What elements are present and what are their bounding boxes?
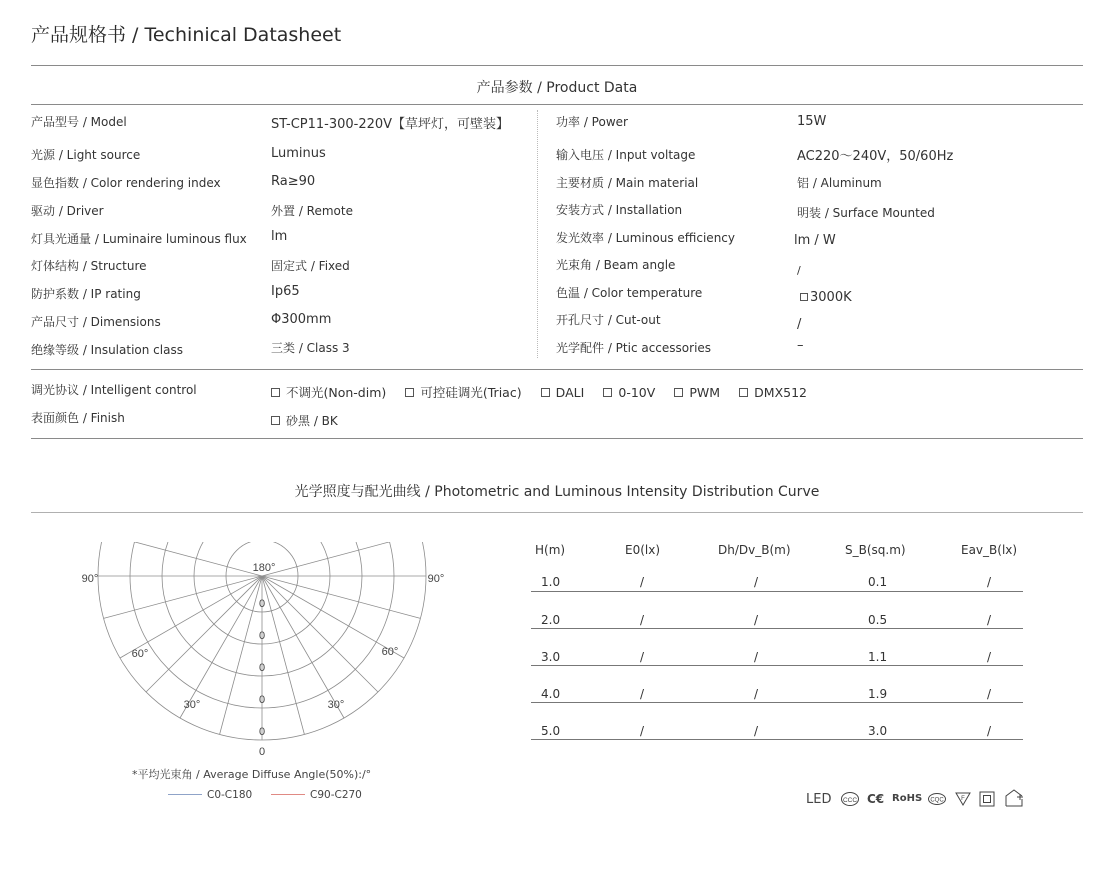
table-row-rule xyxy=(531,665,1023,666)
table-cell: / xyxy=(640,650,645,664)
table-cell: 1.9 xyxy=(868,687,888,701)
polar-angle-left-90: 90° xyxy=(81,573,99,585)
checkbox-icon xyxy=(541,388,550,397)
spec-value-ip-rating: Ip65 xyxy=(271,284,300,299)
polar-intensity-diagram xyxy=(70,530,460,770)
table-header: S_B(sq.m) xyxy=(845,543,906,557)
f-mark-icon xyxy=(955,792,971,806)
finish-label: 表面颜色 / Finish xyxy=(31,411,125,425)
table-cell: / xyxy=(754,687,759,701)
spec-label-power: 功率 / Power xyxy=(556,115,628,129)
spec-value-luminous-flux: lm xyxy=(271,229,288,244)
spec-label-dimensions: 产品尺寸 / Dimensions xyxy=(31,315,161,329)
control-label: 调光协议 / Intelligent control xyxy=(31,383,197,397)
spec-label-beam-angle: 光束角 / Beam angle xyxy=(556,258,676,272)
house-protection-icon xyxy=(1003,788,1025,808)
top-divider xyxy=(31,65,1083,66)
polar-ring-label: 0 xyxy=(258,662,266,674)
table-cell: / xyxy=(640,613,645,627)
checkbox-icon xyxy=(674,388,683,397)
table-cell: 3.0 xyxy=(868,724,888,738)
legend-swatch-c90 xyxy=(271,794,305,795)
section-end-divider xyxy=(31,438,1083,439)
table-cell: / xyxy=(754,613,759,627)
polar-ring-label: 0 xyxy=(258,630,266,642)
product-data-divider xyxy=(31,104,1083,105)
polar-angle-180: 180° xyxy=(252,562,276,574)
table-cell: / xyxy=(640,687,645,701)
finish-option-label: 砂黑 / BK xyxy=(286,414,338,428)
spec-value-structure: 固定式 / Fixed xyxy=(271,259,350,273)
polar-ring-label: 0 xyxy=(258,746,266,758)
class2-square-icon xyxy=(979,791,995,807)
table-header: Dh/Dv_B(m) xyxy=(718,543,791,557)
cqc-mark-icon xyxy=(927,792,947,806)
control-options xyxy=(271,382,821,401)
polar-spoke xyxy=(262,534,420,576)
checkbox-icon xyxy=(603,388,612,397)
table-cell: / xyxy=(987,613,992,627)
control-option-label: 可控硅调光(Triac) xyxy=(420,385,522,400)
table-cell: 3.0 xyxy=(541,650,561,664)
spec-value-insulation: 三类 / Class 3 xyxy=(271,341,350,355)
polar-ring-label: 0 xyxy=(258,598,266,610)
spec-label-ip-rating: 防护系数 / IP rating xyxy=(31,287,141,301)
polar-spoke xyxy=(262,576,420,618)
table-cell: 1.1 xyxy=(868,650,888,664)
spec-value-dimensions: Φ300mm xyxy=(271,312,332,327)
spec-label-luminous-efficiency: 发光效率 / Luminous efficiency xyxy=(556,231,735,245)
control-option-label: 0-10V xyxy=(618,385,656,400)
table-header: E0(lx) xyxy=(625,543,661,557)
checkbox-icon xyxy=(271,388,280,397)
legend-label-c90: C90-C270 xyxy=(310,789,362,801)
spec-label-cri: 显色指数 / Color rendering index xyxy=(31,176,221,190)
spec-label-installation: 安装方式 / Installation xyxy=(556,203,683,217)
spec-value-driver: 外置 / Remote xyxy=(271,204,353,218)
legend-label-c0: C0-C180 xyxy=(207,789,253,801)
table-header: Eav_B(lx) xyxy=(961,543,1018,557)
table-row-rule xyxy=(531,628,1023,629)
spec-value-input-voltage: AC220～240V，50/60Hz xyxy=(797,149,954,164)
polar-spoke xyxy=(262,576,304,734)
polar-angle-right-60: 60° xyxy=(381,646,399,658)
polar-caption: *平均光束角 / Average Diffuse Angle(50%):/° xyxy=(132,768,372,781)
spec-value-optic-accessories: – xyxy=(797,338,804,353)
svg-text:CQC: CQC xyxy=(930,797,944,804)
polar-ring-label: 0 xyxy=(258,694,266,706)
table-cell: / xyxy=(754,650,759,664)
spec-value-cri: Ra≥90 xyxy=(271,174,316,189)
polar-angle-left-30: 30° xyxy=(183,699,201,711)
spec-value-cut-out: / xyxy=(797,317,802,332)
spec-label-main-material: 主要材质 / Main material xyxy=(556,176,699,190)
checkbox-icon xyxy=(405,388,414,397)
table-cell: 2.0 xyxy=(541,613,561,627)
table-cell: / xyxy=(987,687,992,701)
led-label: LED xyxy=(806,792,832,807)
spec-value-beam-angle: / xyxy=(797,264,801,277)
polar-angle-left-60: 60° xyxy=(131,648,149,660)
table-cell: 0.1 xyxy=(868,575,888,589)
spec-value-color-temperature xyxy=(800,290,852,305)
spec-label-insulation: 绝缘等级 / Insulation class xyxy=(31,343,183,357)
ccc-mark-icon xyxy=(840,791,860,807)
photometric-divider xyxy=(31,512,1083,513)
table-cell: 1.0 xyxy=(541,575,561,589)
polar-spoke xyxy=(262,576,344,718)
polar-spoke xyxy=(180,576,262,718)
table-row-rule xyxy=(531,702,1023,703)
control-option-label: DMX512 xyxy=(754,385,808,400)
color-temperature-text: 3000K xyxy=(810,290,852,305)
legend-swatch-c0 xyxy=(168,794,202,795)
table-cell: / xyxy=(987,724,992,738)
checkbox-icon xyxy=(739,388,748,397)
polar-ring-label: 0 xyxy=(258,726,266,738)
control-divider xyxy=(31,369,1083,370)
spec-value-model: ST-CP11-300-220V【草坪灯，可壁装】 xyxy=(271,117,510,132)
table-cell: 5.0 xyxy=(541,724,561,738)
photometric-heading: 光学照度与配光曲线 / Photometric and Luminous Intensity Distribution Curve xyxy=(294,484,820,500)
page-title: 产品规格书 / Techinical Datasheet xyxy=(31,24,342,46)
spec-label-driver: 驱动 / Driver xyxy=(31,204,104,218)
ce-mark-icon: C€ xyxy=(867,792,885,806)
product-data-heading: 产品参数 / Product Data xyxy=(476,80,638,96)
finish-option-bk[interactable] xyxy=(271,412,338,429)
polar-angle-right-30: 30° xyxy=(327,699,345,711)
spec-label-model: 产品型号 / Model xyxy=(31,115,127,129)
polar-spoke xyxy=(104,534,262,576)
control-option-0-10v[interactable] xyxy=(603,385,655,400)
table-cell: / xyxy=(987,650,992,664)
table-row-rule xyxy=(531,739,1023,740)
rohs-mark-icon: RoHS xyxy=(892,793,923,804)
spec-value-main-material: 铝 / Aluminum xyxy=(797,176,882,190)
spec-label-structure: 灯体结构 / Structure xyxy=(31,259,147,273)
spec-label-optic-accessories: 光学配件 / Ptic accessories xyxy=(556,341,712,355)
control-option-non-dim[interactable] xyxy=(271,383,386,401)
control-option-triac[interactable] xyxy=(405,383,521,401)
control-option-pwm[interactable] xyxy=(674,385,720,400)
table-header: H(m) xyxy=(535,543,566,557)
finish-options xyxy=(271,410,352,429)
table-cell: 4.0 xyxy=(541,687,561,701)
spec-value-light-source: Luminus xyxy=(271,146,326,161)
spec-label-light-source: 光源 / Light source xyxy=(31,148,141,162)
table-cell: 0.5 xyxy=(868,613,888,627)
control-option-label: DALI xyxy=(555,385,585,400)
table-cell: / xyxy=(640,575,645,589)
table-row-rule xyxy=(531,591,1023,592)
spec-label-cut-out: 开孔尺寸 / Cut-out xyxy=(556,313,661,327)
table-cell: / xyxy=(754,724,759,738)
checkbox-icon xyxy=(271,416,280,425)
spec-value-luminous-efficiency: lm / W xyxy=(794,233,836,248)
checkbox-icon xyxy=(800,293,808,301)
polar-angle-right-90: 90° xyxy=(427,573,445,585)
control-option-label: PWM xyxy=(689,385,721,400)
column-divider xyxy=(537,110,538,358)
svg-text:F: F xyxy=(961,796,965,802)
polar-spoke xyxy=(120,576,262,658)
control-option-label: 不调光(Non-dim) xyxy=(286,385,387,400)
spec-value-installation: 明装 / Surface Mounted xyxy=(797,206,935,220)
table-cell: / xyxy=(754,575,759,589)
table-cell: / xyxy=(987,575,992,589)
polar-spoke xyxy=(104,576,262,618)
control-option-dmx512[interactable] xyxy=(739,385,807,400)
spec-value-power: 15W xyxy=(797,114,827,129)
svg-text:CCC: CCC xyxy=(842,797,858,804)
spec-label-input-voltage: 输入电压 / Input voltage xyxy=(556,148,696,162)
spec-label-color-temperature: 色温 / Color temperature xyxy=(556,286,703,300)
table-cell: / xyxy=(640,724,645,738)
control-option-dali[interactable] xyxy=(541,385,585,400)
spec-label-luminous-flux: 灯具光通量 / Luminaire luminous flux xyxy=(31,232,247,246)
polar-spoke xyxy=(220,576,262,734)
